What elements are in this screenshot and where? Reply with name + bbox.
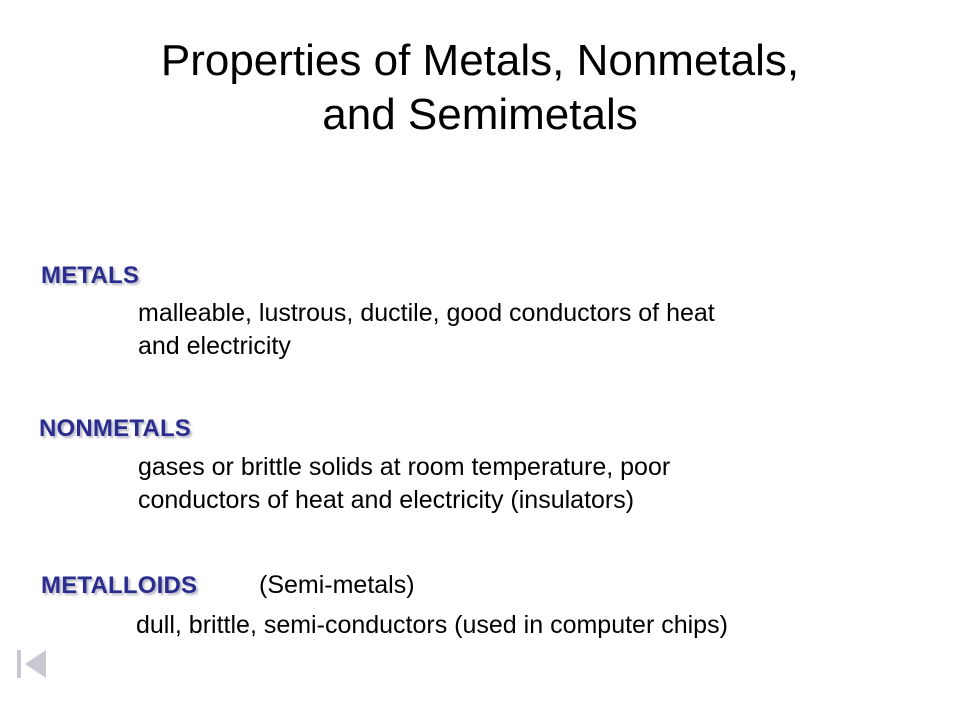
first-slide-button[interactable]	[12, 648, 48, 680]
nonmetals-line-1: gases or brittle solids at room temperature, poor	[138, 453, 671, 481]
metalloids-aside: (Semi-metals)	[259, 571, 415, 599]
metalloids-description	[136, 609, 728, 642]
nonmetals-line-2: conductors of heat and electricity (insulators)	[138, 486, 635, 514]
metals-line-1: malleable, lustrous, ductile, good conductors of heat	[138, 299, 715, 327]
nonmetals-description	[138, 451, 670, 517]
title-line-2: and Semimetals	[322, 90, 638, 139]
page-title	[0, 34, 960, 142]
metals-description	[138, 297, 715, 363]
metals-line-2: and electricity	[138, 332, 291, 360]
nonmetals-heading: NONMETALS	[39, 415, 192, 442]
metals-heading: METALS	[41, 262, 140, 289]
metalloids-line-1: dull, brittle, semi-conductors (used in computer chips)	[136, 611, 728, 639]
first-slide-icon	[12, 648, 48, 680]
metalloids-heading: METALLOIDS	[41, 572, 198, 599]
title-line-1: Properties of Metals, Nonmetals,	[160, 36, 800, 85]
